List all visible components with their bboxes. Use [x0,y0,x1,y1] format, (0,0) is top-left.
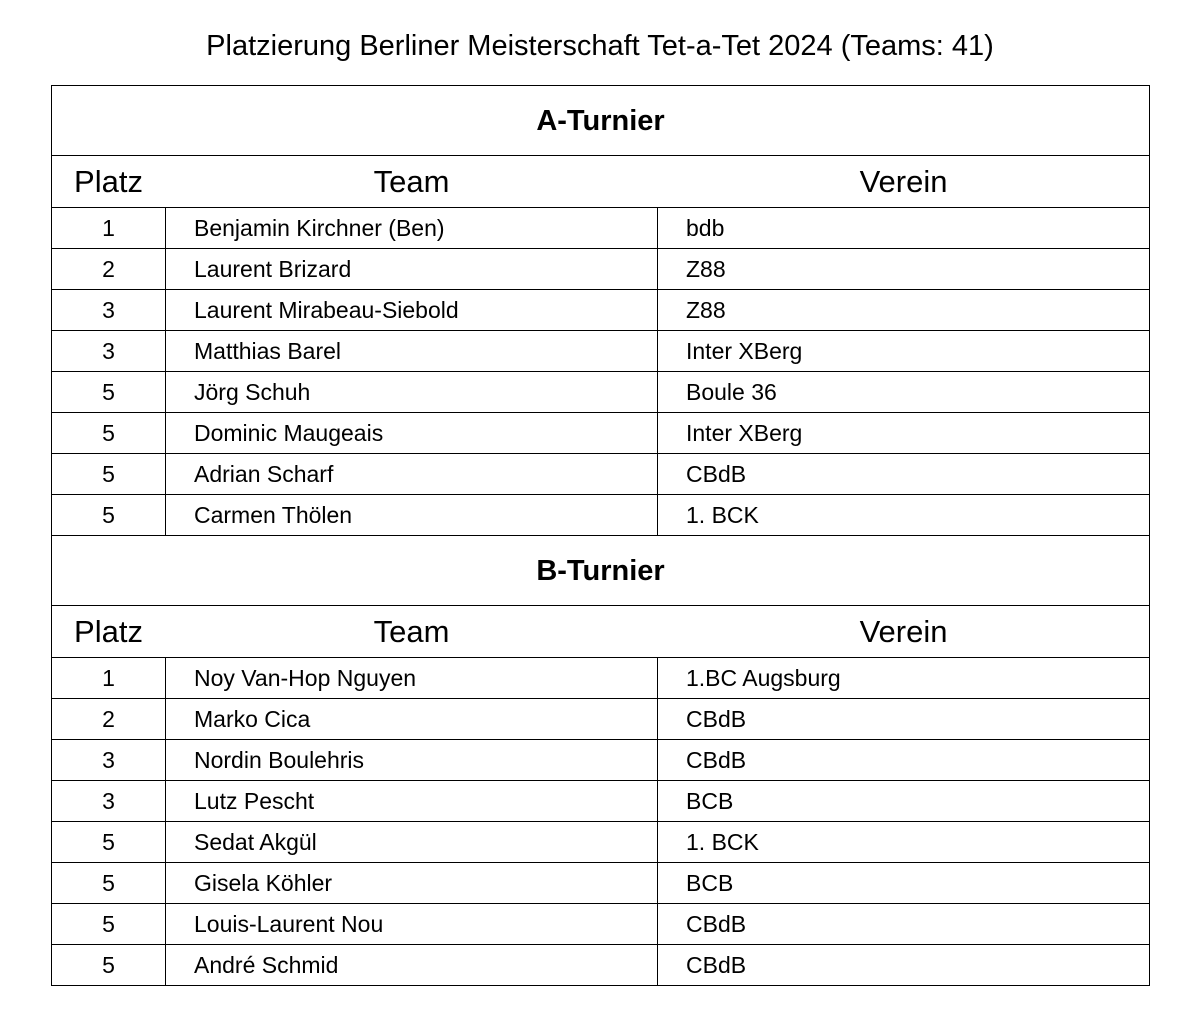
cell-team: Sedat Akgül [166,822,658,863]
column-header-platz: Platz [52,606,166,658]
cell-team: Dominic Maugeais [166,413,658,454]
cell-verein: CBdB [658,699,1150,740]
cell-team: Benjamin Kirchner (Ben) [166,208,658,249]
table-row [52,945,1150,986]
cell-team: André Schmid [166,945,658,986]
column-header-verein: Verein [658,156,1150,208]
cell-verein: Z88 [658,290,1150,331]
cell-verein: CBdB [658,454,1150,495]
table-row [52,781,1150,822]
cell-platz: 5 [52,413,166,454]
cell-platz: 3 [52,781,166,822]
cell-team: Matthias Barel [166,331,658,372]
table-row [52,863,1150,904]
cell-verein: 1. BCK [658,495,1150,536]
table-row [52,208,1150,249]
cell-team: Marko Cica [166,699,658,740]
cell-team: Louis-Laurent Nou [166,904,658,945]
cell-team: Laurent Brizard [166,249,658,290]
cell-platz: 2 [52,699,166,740]
cell-verein: 1. BCK [658,822,1150,863]
cell-team: Lutz Pescht [166,781,658,822]
column-header-platz: Platz [52,156,166,208]
cell-platz: 5 [52,495,166,536]
page-title: Platzierung Berliner Meisterschaft Tet-a-Tet 2024 (Teams: 41) [206,30,994,62]
cell-platz: 3 [52,331,166,372]
cell-platz: 5 [52,372,166,413]
table-row [52,290,1150,331]
cell-team: Laurent Mirabeau-Siebold [166,290,658,331]
cell-platz: 5 [52,904,166,945]
cell-team: Noy Van-Hop Nguyen [166,658,658,699]
column-header-team: Team [166,156,658,208]
table-row [52,740,1150,781]
section-title: B-Turnier [52,536,1150,606]
cell-platz: 5 [52,454,166,495]
cell-verein: CBdB [658,945,1150,986]
section-title: A-Turnier [52,86,1150,156]
cell-team: Adrian Scharf [166,454,658,495]
cell-verein: BCB [658,781,1150,822]
results-table-body [52,86,1150,986]
cell-team: Jörg Schuh [166,372,658,413]
cell-verein: Boule 36 [658,372,1150,413]
section-title-row [52,86,1150,156]
cell-platz: 2 [52,249,166,290]
results-table [51,85,1150,986]
cell-platz: 3 [52,740,166,781]
column-header-row [52,156,1150,208]
cell-verein: 1.BC Augsburg [658,658,1150,699]
cell-platz: 1 [52,658,166,699]
cell-verein: CBdB [658,904,1150,945]
cell-platz: 3 [52,290,166,331]
cell-team: Nordin Boulehris [166,740,658,781]
cell-platz: 1 [52,208,166,249]
column-header-row [52,606,1150,658]
table-row [52,495,1150,536]
table-row [52,413,1150,454]
table-row [52,249,1150,290]
cell-verein: BCB [658,863,1150,904]
table-row [52,822,1150,863]
table-row [52,372,1150,413]
cell-verein: CBdB [658,740,1150,781]
column-header-verein: Verein [658,606,1150,658]
table-row [52,904,1150,945]
cell-platz: 5 [52,945,166,986]
table-row [52,331,1150,372]
cell-platz: 5 [52,822,166,863]
cell-team: Carmen Thölen [166,495,658,536]
cell-verein: Z88 [658,249,1150,290]
column-header-team: Team [166,606,658,658]
table-row [52,699,1150,740]
table-row [52,658,1150,699]
cell-verein: Inter XBerg [658,331,1150,372]
cell-verein: Inter XBerg [658,413,1150,454]
section-title-row [52,536,1150,606]
cell-team: Gisela Köhler [166,863,658,904]
table-row [52,454,1150,495]
cell-verein: bdb [658,208,1150,249]
cell-platz: 5 [52,863,166,904]
